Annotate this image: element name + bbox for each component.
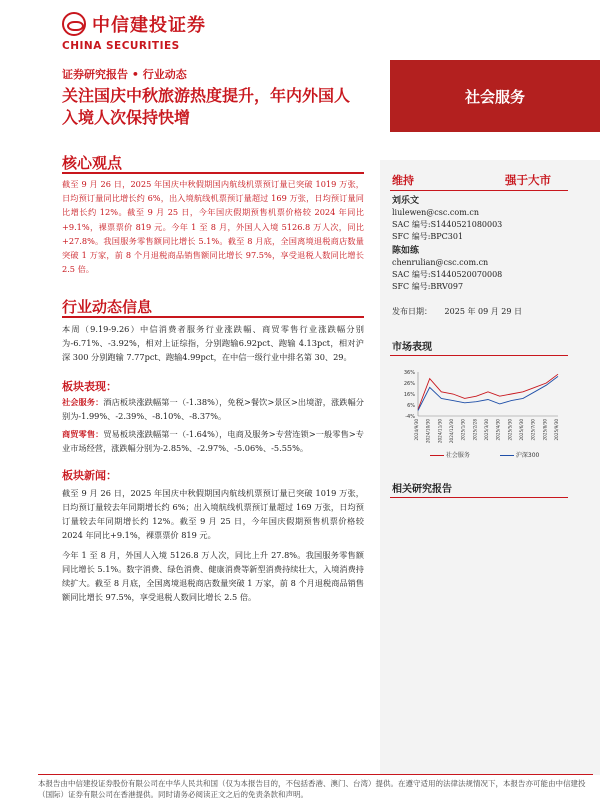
legend-item-1 xyxy=(430,450,470,459)
y-tick-label: 6% xyxy=(407,403,415,409)
social-service-text: 酒店板块涨跌幅第一（-1.38%），免税>餐饮>景区>出境游，涨跌幅分别为-1.99%、-2.39%、-8.10%、-8.37%。 xyxy=(62,397,364,421)
related-heading: 相关研究报告 xyxy=(392,484,452,495)
analyst-1-name: 刘乐文 xyxy=(392,196,420,206)
analyst-1-sac: SAC 编号:S1440521080003 xyxy=(392,220,503,229)
analyst-2 xyxy=(392,245,502,293)
retail-text: 贸易板块涨跌幅第一（-1.64%），电商及服务>专营连锁>一般零售>专业市场经营，涨跌幅分别为-2.85%、-2.97%、-5.06%、-5.55%。 xyxy=(62,429,364,453)
footer-divider xyxy=(38,774,593,775)
y-tick-label: 36% xyxy=(403,370,415,376)
social-service-paragraph xyxy=(62,395,364,423)
y-tick-label: 26% xyxy=(403,381,415,387)
analyst-2-email[interactable]: chenrulian@csc.com.cn xyxy=(392,258,489,267)
x-tick-label: 2025/5/30 xyxy=(507,419,513,441)
x-tick-label: 2025/1/30 xyxy=(460,419,466,441)
retail-label: 商贸零售： xyxy=(62,429,104,439)
key-points-heading: 核心观点 xyxy=(62,154,123,172)
analyst-1-sfc: SFC 编号:BPC301 xyxy=(392,232,464,241)
x-tick-label: 2025/8/30 xyxy=(542,419,548,441)
divider xyxy=(62,316,364,318)
x-tick-label: 2025/3/30 xyxy=(484,419,489,441)
x-tick-label: 2025/4/30 xyxy=(495,419,501,441)
social-service-label: 社会服务： xyxy=(62,397,104,407)
logo-icon xyxy=(62,12,86,36)
series-line-2 xyxy=(418,376,558,410)
logo-cn: 中信建投证券 xyxy=(92,15,206,36)
market-heading: 市场表现 xyxy=(392,342,432,353)
industry-intro: 本周（9.19-9.26）中信消费者服务行业涨跌幅、商贸零售行业涨跌幅分别为-6.71%、-3.92%，相对上证综指，分别跑输6.92pct、跑输 4.13pct，相对沪深 300 分别跑输 7.77pct、跑输4.99pct，在中信一级行业中排名第 30、29。 xyxy=(62,324,364,362)
industry-heading: 行业动态信息 xyxy=(62,298,153,316)
key-points-text: 截至 9 月 26 日，2025 年国庆中秋假期国内航线机票预订量已突破 1019 万张，日均预订量同比增长约 6%，出入境航线机票预订量超过 169 万张，日均预订量同比增长约 12%。截至 9 月 25 日，今年国庆假期预售机票价格较 2024 年同比+9.1%，裸票票价 819 元。今年 1 至 8 月，外国人入境 5126.8 万人次，同比+27.8%。我国服务零售额同比增长 5.1%。截至 8 月底，全国离境退税商店数量突破 1 万家，前 8 个月退税商品销售额同比增长 97.5%，享受退税人数同比增长 2.5 倍。 xyxy=(62,179,364,275)
rating-value: 强于大市 xyxy=(505,173,551,187)
board-heading: 板块表现： xyxy=(62,380,117,393)
legend-item-2 xyxy=(500,450,539,459)
analyst-1 xyxy=(392,195,502,243)
legend-label-2: 沪深300 xyxy=(515,452,540,459)
page-title: 关注国庆中秋旅游热度提升，年内外国人入境人次保持快增 xyxy=(62,86,351,127)
divider xyxy=(390,355,568,356)
legend-swatch-2 xyxy=(500,455,514,457)
publish-date xyxy=(392,306,522,318)
x-tick-label: 2024/12/30 xyxy=(449,419,454,444)
news-paragraph-2: 今年 1 至 8 月，外国人入境 5126.8 万人次，同比上升 27.8%。我国服务零售额同比增长 5.1%。数字消费、绿色消费、健康消费等新型消费持续壮大，入境消费持续扩大。截至 8 月底，全国离境退税商店数量突破 1 万家，前 8 个月退税商品销售额同比增长 97.5%，享受退税人数同比增长 2.5 倍。 xyxy=(62,550,364,602)
sector-label: 社会服务 xyxy=(464,88,525,106)
series-line-1 xyxy=(418,374,558,409)
x-tick-label: 2024/11/30 xyxy=(437,419,443,444)
publish-date-value: 2025 年 09 月 29 日 xyxy=(444,307,522,316)
news-heading: 板块新闻： xyxy=(62,469,117,482)
analyst-2-name: 陈如练 xyxy=(392,246,420,256)
analyst-2-sac: SAC 编号:S1440520070008 xyxy=(392,270,503,279)
analyst-1-email[interactable]: liulewen@csc.com.cn xyxy=(392,208,479,217)
divider xyxy=(390,497,568,498)
x-tick-label: 2024/9/30 xyxy=(414,419,419,441)
x-tick-label: 2024/10/30 xyxy=(425,419,431,444)
footer-disclaimer: 本报告由中信建投证券股份有限公司在中华人民共和国（仅为本报告目的，不包括香港、澳门、台湾）提供。在遵守适用的法律法规情况下，本报告亦可能由中信建投（国际）证券有限公司在香港提供。同时请务必阅读正文之后的免责条款和声明。 xyxy=(38,779,586,799)
divider xyxy=(390,190,568,191)
y-tick-label: 16% xyxy=(403,392,415,398)
logo-en: CHINA SECURITIES xyxy=(62,40,180,52)
legend-swatch-1 xyxy=(430,455,444,457)
x-tick-label: 2025/6/30 xyxy=(519,419,524,441)
news-paragraph-1: 截至 9 月 26 日，2025 年国庆中秋假期国内航线机票预订量已突破 1019 万张，日均预订量较去年同期增长约 6%；出入境航线机票预订量超过 169 万张，日均预订量较去年同期增长约 12%。截至 9 月 25 日，今年国庆假期预售机票价格较 2024 年同比+9.1%，裸票票价 819 元。 xyxy=(62,488,364,540)
x-tick-label: 2025/9/30 xyxy=(554,419,559,441)
report-type: 证券研究报告 • 行业动态 xyxy=(62,68,187,81)
legend-label-1: 社会服务 xyxy=(445,452,470,459)
y-tick-label: -4% xyxy=(405,414,415,420)
divider xyxy=(62,172,364,174)
analyst-2-sfc: SFC 编号:BRV097 xyxy=(392,282,464,291)
x-tick-label: 2025/7/30 xyxy=(530,419,536,441)
rating-action: 维持 xyxy=(392,174,414,187)
publish-date-label: 发布日期： xyxy=(392,307,432,316)
x-tick-label: 2025/2/28 xyxy=(472,419,478,441)
retail-paragraph xyxy=(62,427,364,455)
